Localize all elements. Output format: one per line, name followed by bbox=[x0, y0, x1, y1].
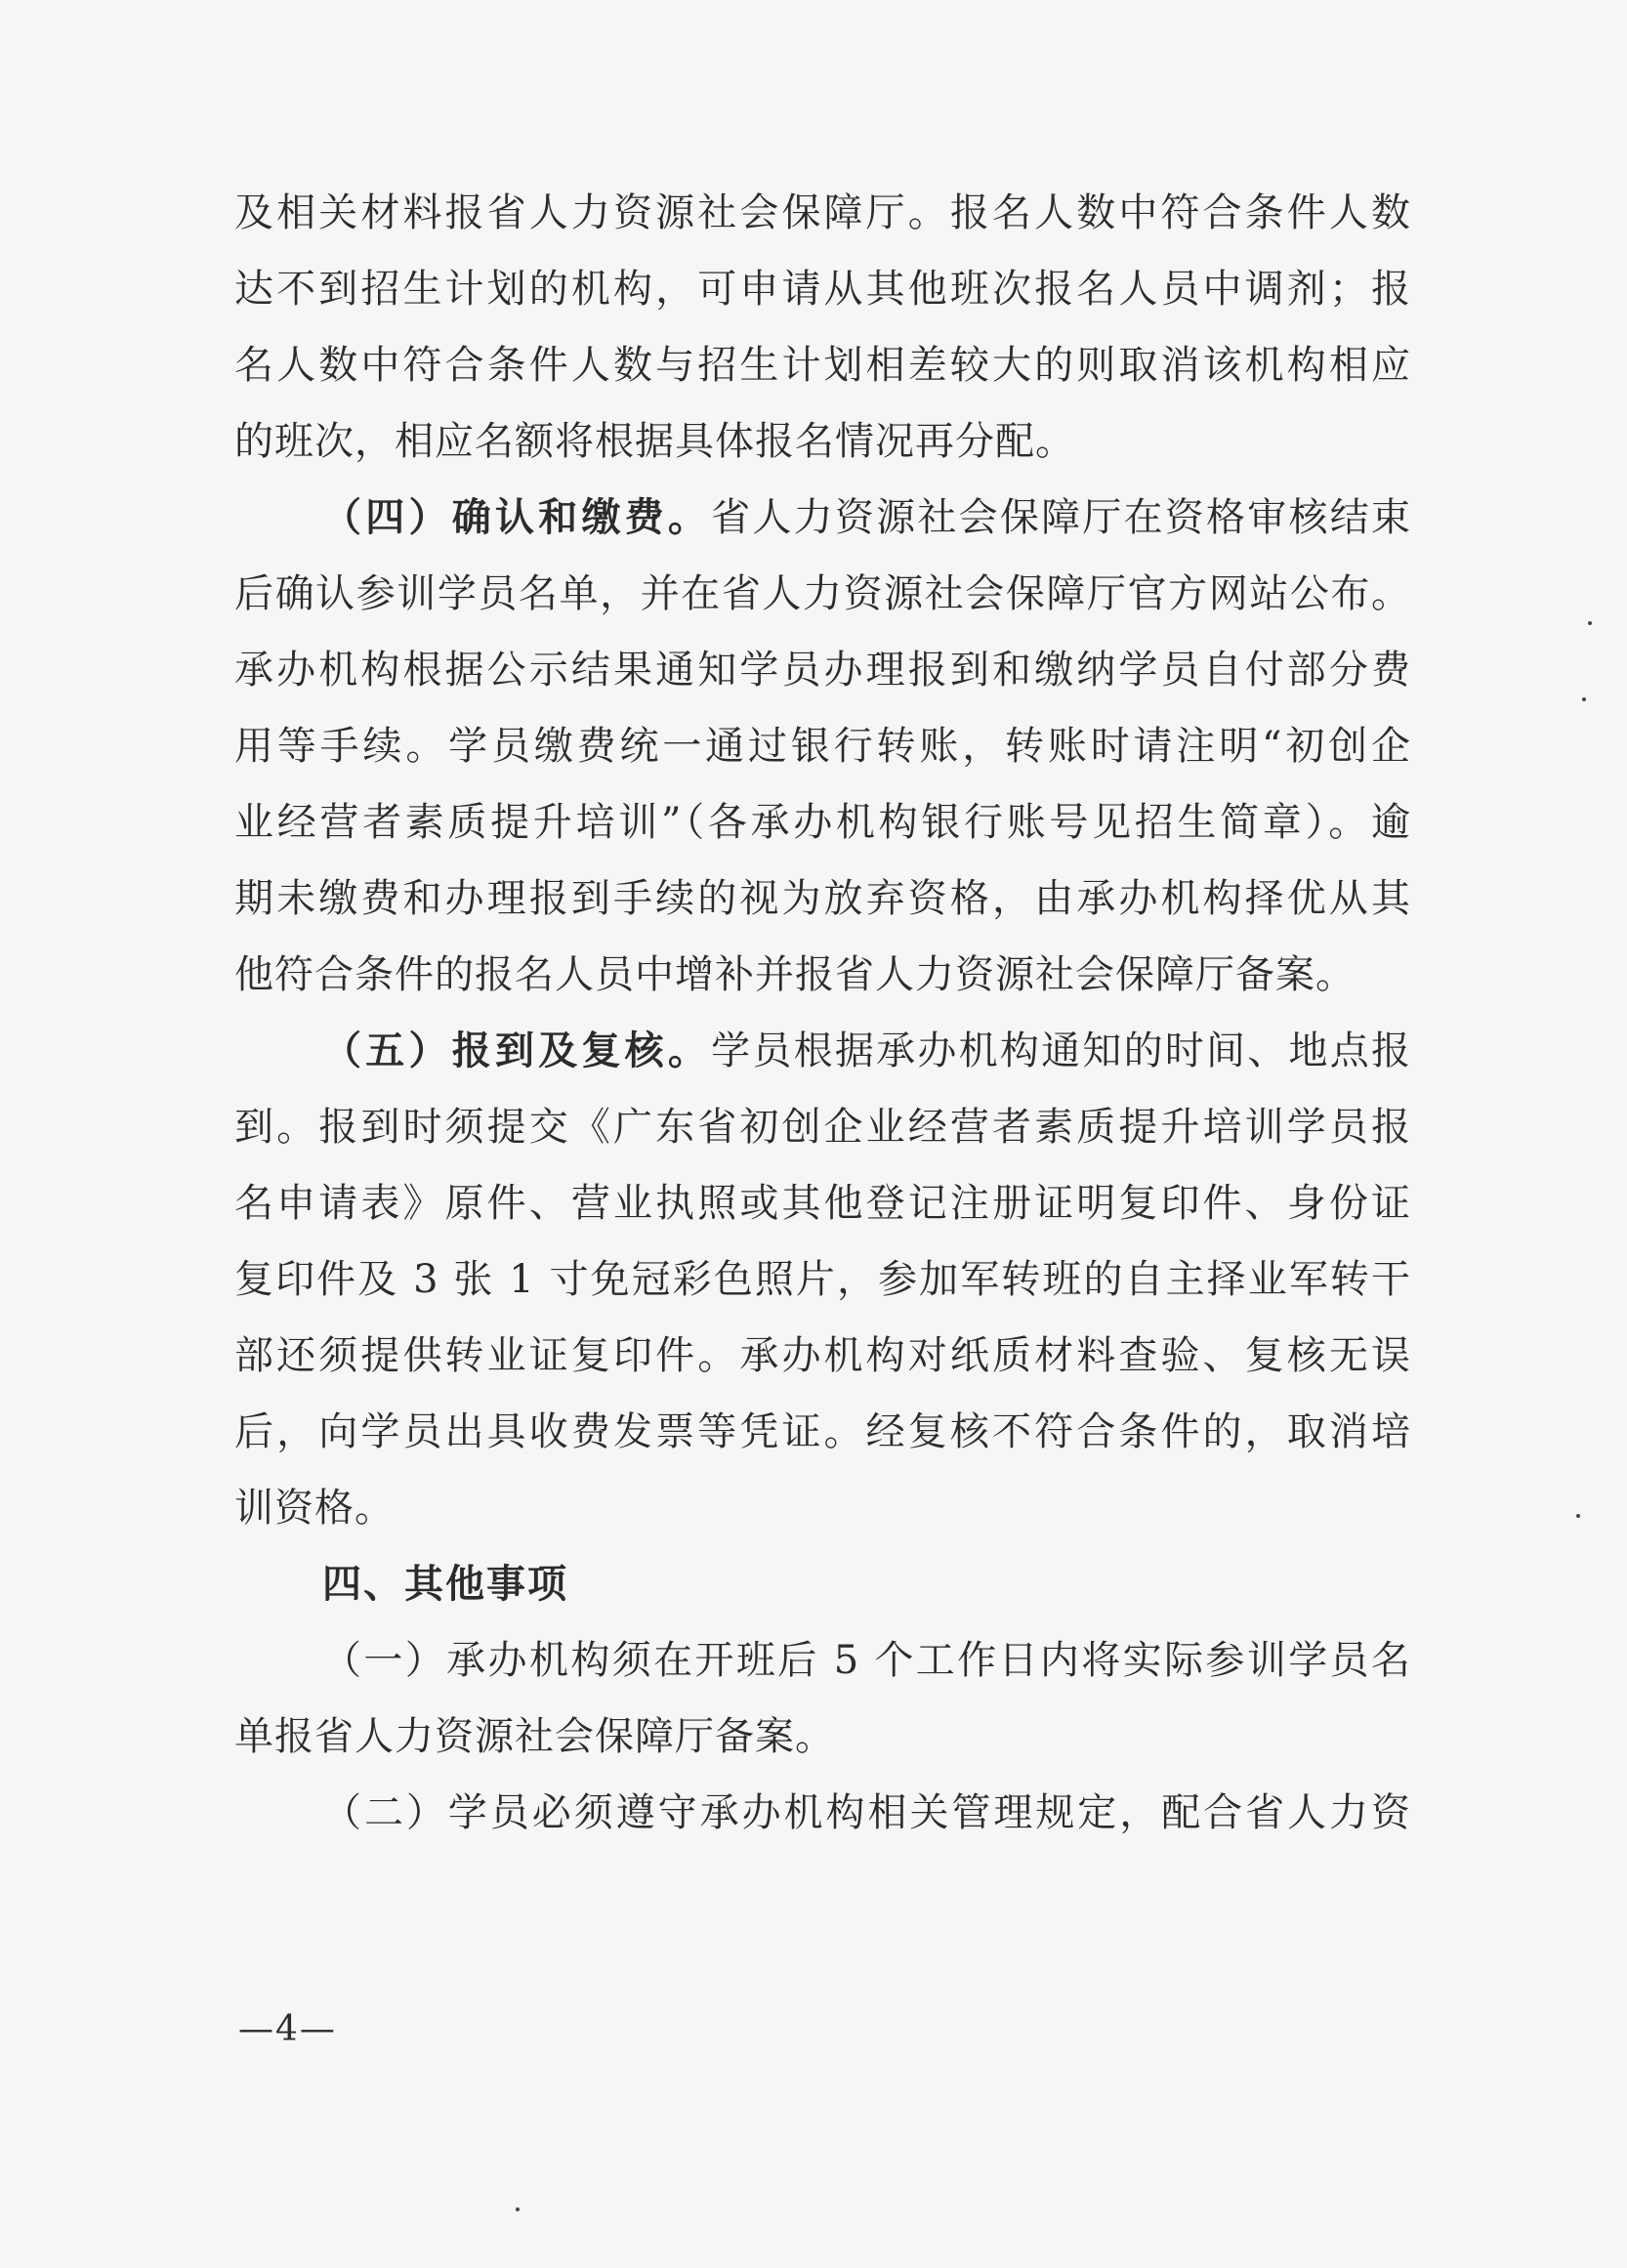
paragraph-2-line-7: 他符合条件的报名人员中增补并报省人力资源社会保障厅备案。 bbox=[234, 952, 1356, 997]
paragraph-1-line-2: 达不到招生计划的机构，可申请从其他班次报名人员中调剂；报 bbox=[234, 267, 1411, 312]
paragraph-1-line-4: 的班次，相应名额将根据具体报名情况再分配。 bbox=[234, 419, 1075, 464]
scan-speck bbox=[1576, 1514, 1580, 1518]
paragraph-2-line-2: 后确认参训学员名单，并在省人力资源社会保障厅官方网站公布。 bbox=[234, 571, 1411, 616]
paragraph-2-line-4: 用等手续。学员缴费统一通过银行转账，转账时请注明“初创企 bbox=[234, 724, 1411, 769]
paragraph-2-line-5: 业经营者素质提升培训”（各承办机构银行账号见招生简章）。逾 bbox=[234, 800, 1411, 845]
scan-speck bbox=[1582, 697, 1586, 701]
paragraph-2-heading: （四）确认和缴费。 bbox=[322, 494, 712, 540]
section-4-title: 四、其他事项 bbox=[322, 1561, 568, 1607]
section-4-item-1-line-2: 单报省人力资源社会保障厅备案。 bbox=[234, 1714, 835, 1759]
paragraph-3-line-4: 复印件及 3 张 1 寸免冠彩色照片，参加军转班的自主择业军转干 bbox=[234, 1257, 1411, 1302]
paragraph-1-line-1: 及相关材料报省人力资源社会保障厅。报名人数中符合条件人数 bbox=[234, 190, 1411, 235]
paragraph-2-first-line-text: 省人力资源社会保障厅在资格审核结束 bbox=[711, 495, 1412, 540]
page-number: —4— bbox=[238, 2009, 337, 2049]
scan-speck bbox=[1588, 621, 1592, 625]
paragraph-3-line-7: 训资格。 bbox=[234, 1486, 395, 1531]
paragraph-3-line-2: 到。报到时须提交《广东省初创企业经营者素质提升培训学员报 bbox=[234, 1105, 1411, 1150]
paragraph-2-line-3: 承办机构根据公示结果通知学员办理报到和缴纳学员自付部分费 bbox=[234, 648, 1411, 693]
paragraph-2-line-6: 期未缴费和办理报到手续的视为放弃资格，由承办机构择优从其 bbox=[234, 876, 1411, 921]
section-4-item-2-line-1: （二）学员必须遵守承办机构相关管理规定，配合省人力资 bbox=[322, 1790, 1411, 1835]
paragraph-3-first-line-text: 学员根据承办机构通知的时间、地点报 bbox=[711, 1029, 1412, 1073]
paragraph-1-line-3: 名人数中符合条件人数与招生计划相差较大的则取消该机构相应 bbox=[234, 343, 1411, 388]
paragraph-3-line-5: 部还须提供转业证复印件。承办机构对纸质材料查验、复核无误 bbox=[234, 1333, 1411, 1378]
paragraph-3-line-3: 名申请表》原件、营业执照或其他登记注册证明复印件、身份证 bbox=[234, 1181, 1411, 1226]
paragraph-3-line-1 bbox=[322, 1026, 1411, 1076]
paragraph-3-line-6: 后，向学员出具收费发票等凭证。经复核不符合条件的，取消培 bbox=[234, 1409, 1411, 1454]
paragraph-3-heading: （五）报到及复核。 bbox=[322, 1028, 712, 1073]
paragraph-2-line-1 bbox=[322, 492, 1411, 543]
section-4-item-1-line-1: （一）承办机构须在开班后 5 个工作日内将实际参训学员名 bbox=[322, 1638, 1411, 1683]
scan-speck bbox=[516, 2207, 520, 2211]
